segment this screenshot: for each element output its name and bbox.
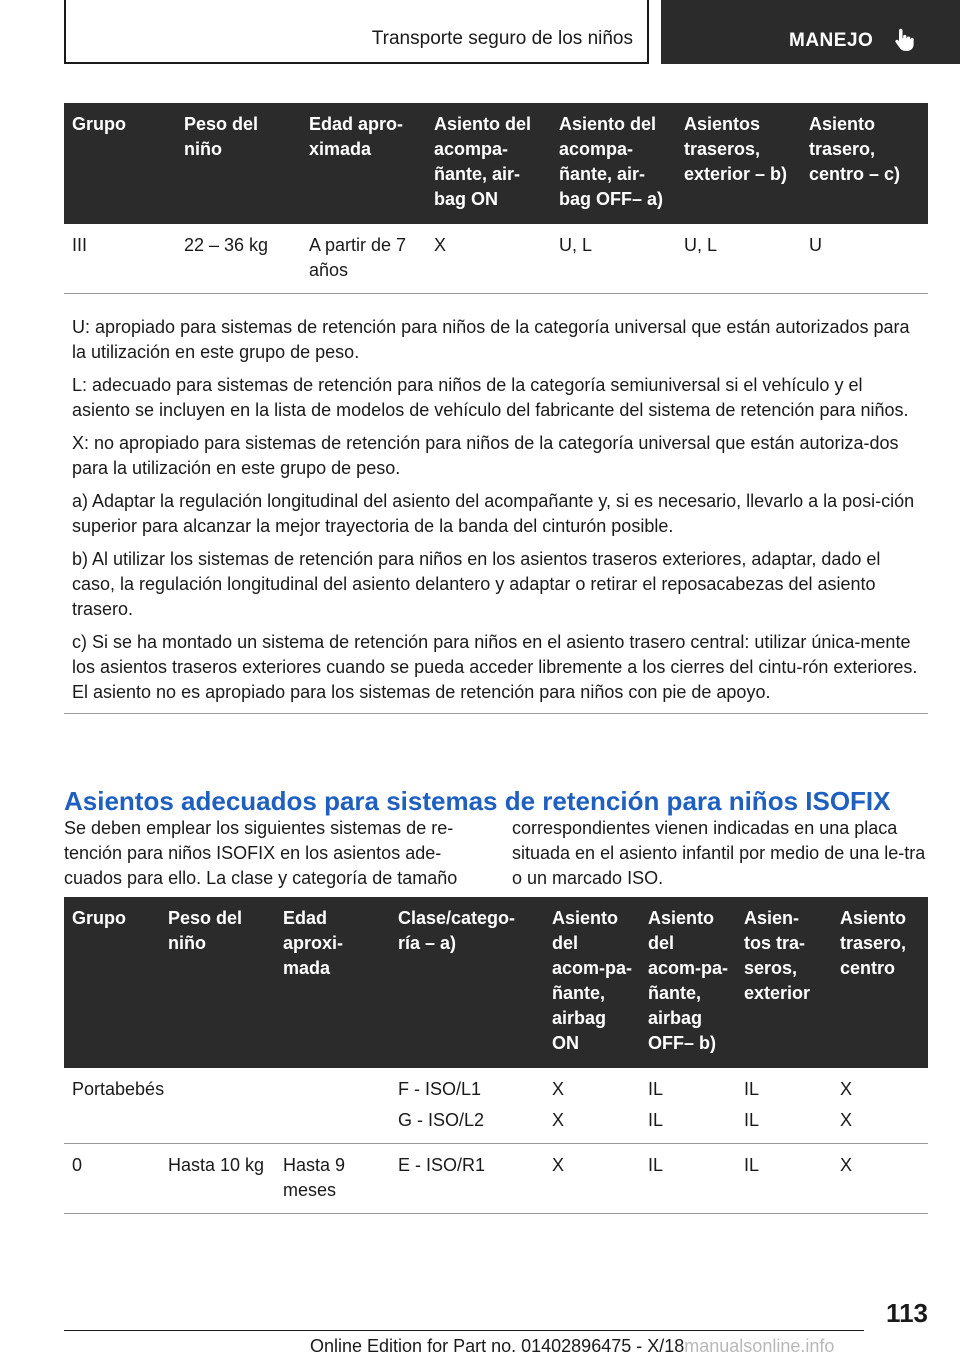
cell: X [426,224,551,294]
cell-rear-center: X [832,1144,928,1214]
cell: U, L [551,224,676,294]
col-header: Asiento del acompa‐ñante, air‐bag ON [426,103,551,224]
header-section-tab [64,0,649,64]
col-header: Edad apro‐ximada [301,103,426,224]
cell-weight: Hasta 10 kg [160,1144,275,1214]
cell-class: E - ISO/R1 [390,1144,544,1214]
cell-value: IL [648,1110,664,1130]
cell: A partir de 7 años [301,224,426,294]
hand-pointer-icon [891,26,917,52]
cell: U [801,224,928,294]
col-header: Peso del niño [176,103,301,224]
note-paragraph: X: no apropiado para sistemas de retención para niños de la categoría universal que están autoriza‐dos para la utilización en este grupo de peso. [72,433,899,478]
cell-rear-exterior: IL [736,1144,832,1214]
header-section-title: Transporte seguro de los niños [371,28,633,49]
cell-value: X [552,1110,565,1130]
footer-rule [64,1330,864,1331]
col-header: Clase/catego‐ría – a) [390,897,544,1068]
col-header: Asiento trasero, centro [832,897,928,1068]
col-header: Asiento trasero, centro – c) [801,103,928,224]
table-header-row [64,897,928,1068]
cell-value: G - ISO/L2 [398,1110,485,1130]
cell-class [390,1068,544,1144]
cell: U, L [676,224,801,294]
cell-value: F - ISO/L1 [398,1079,482,1099]
cell-value: X [840,1110,853,1130]
cell-value: IL [744,1110,760,1130]
cell-passenger-off [640,1068,736,1144]
footer-edition: Online Edition for Part no. 01402896475 - X/18 [310,1336,685,1356]
table-isofix-systems [64,897,928,1214]
col-header: Grupo [64,103,176,224]
note-paragraph: U: apropiado para sistemas de retención para niños de la categoría universal que están autorizados para la utilización en este grupo de peso. [72,317,910,362]
cell-age: Hasta 9 meses [275,1144,390,1214]
cell-value: IL [744,1079,760,1099]
table-row [64,1068,928,1144]
page-number: 113 [886,1298,928,1328]
section-heading: Asientos adecuados para sistemas de retención para niños ISOFIX [64,786,891,816]
cell-age [275,1068,390,1144]
cell-group: 0 [64,1144,160,1214]
cell-rear-exterior [736,1068,832,1144]
col-header: Asiento del acom‐pa‐ñante, airbag ON [544,897,640,1068]
footer-watermark: manualsonline.info [684,1336,835,1356]
section-body [64,816,928,891]
col-header: Asiento del acom‐pa‐ñante, airbag OFF– b) [640,897,736,1068]
note-paragraph: L: adecuado para sistemas de retención para niños de la categoría semiuniversal si el vehículo y el asiento se incluyen en la lista de modelos de vehículo del fabricante del sistema de retención para niños. [72,375,909,420]
cell-group: Portabebés [64,1068,160,1144]
cell-value: X [552,1079,565,1099]
cell-passenger-off: IL [640,1144,736,1214]
table-universal-systems [64,103,928,294]
section-text-col2: correspondientes vienen indicadas en una placa situada en el asiento infantil por medio de una le‐tra o un marcado ISO. [512,818,926,888]
section-text-col1: Se deben emplear los siguientes sistemas de re‐tención para niños ISOFIX en los asientos ade‐cuados para ello. La clase y categoría de tamaño [64,818,458,888]
cell-passenger-on [544,1068,640,1144]
note-paragraph: c) Si se ha montado un sistema de retención para niños en el asiento trasero central: utilizar única‐mente los asientos traseros exteriores cuando se pueda acceder libremente a los cierres del cintu‐rón exteriores. El asiento no es apropiado para los sistemas de retención para niños con pie de apoyo. [72,632,918,702]
col-header: Asientos traseros, exterior – b) [676,103,801,224]
table-row [64,224,928,294]
cell-weight [160,1068,275,1144]
cell-value: IL [648,1079,664,1099]
header-chapter-tab [661,0,960,64]
col-header: Edad aproxi‐mada [275,897,390,1068]
cell: III [64,224,176,294]
footer-text [310,1336,834,1357]
col-header: Asiento del acompa‐ñante, air‐bag OFF– a) [551,103,676,224]
col-header: Asien‐tos tra‐seros, exterior [736,897,832,1068]
table-notes [64,315,928,714]
note-paragraph: b) Al utilizar los sistemas de retención para niños en los asientos traseros exteriores, adaptar, dado el caso, la regulación longitudinal del asiento delantero y adaptar o retirar el reposacabezas del asiento trasero. [72,549,881,619]
col-header: Grupo [64,897,160,1068]
note-paragraph: a) Adaptar la regulación longitudinal del asiento del acompañante y, si es necesario, llevarlo a la posi‐ción superior para alcanzar la mejor trayectoria de la banda del cinturón posible. [72,491,915,536]
header-chapter-title: MANEJO [789,30,874,51]
table-header-row [64,103,928,224]
cell-passenger-on: X [544,1144,640,1214]
table-row [64,1144,928,1214]
cell-rear-center [832,1068,928,1144]
col-header: Peso del niño [160,897,275,1068]
cell-value: X [840,1079,853,1099]
cell: 22 – 36 kg [176,224,301,294]
